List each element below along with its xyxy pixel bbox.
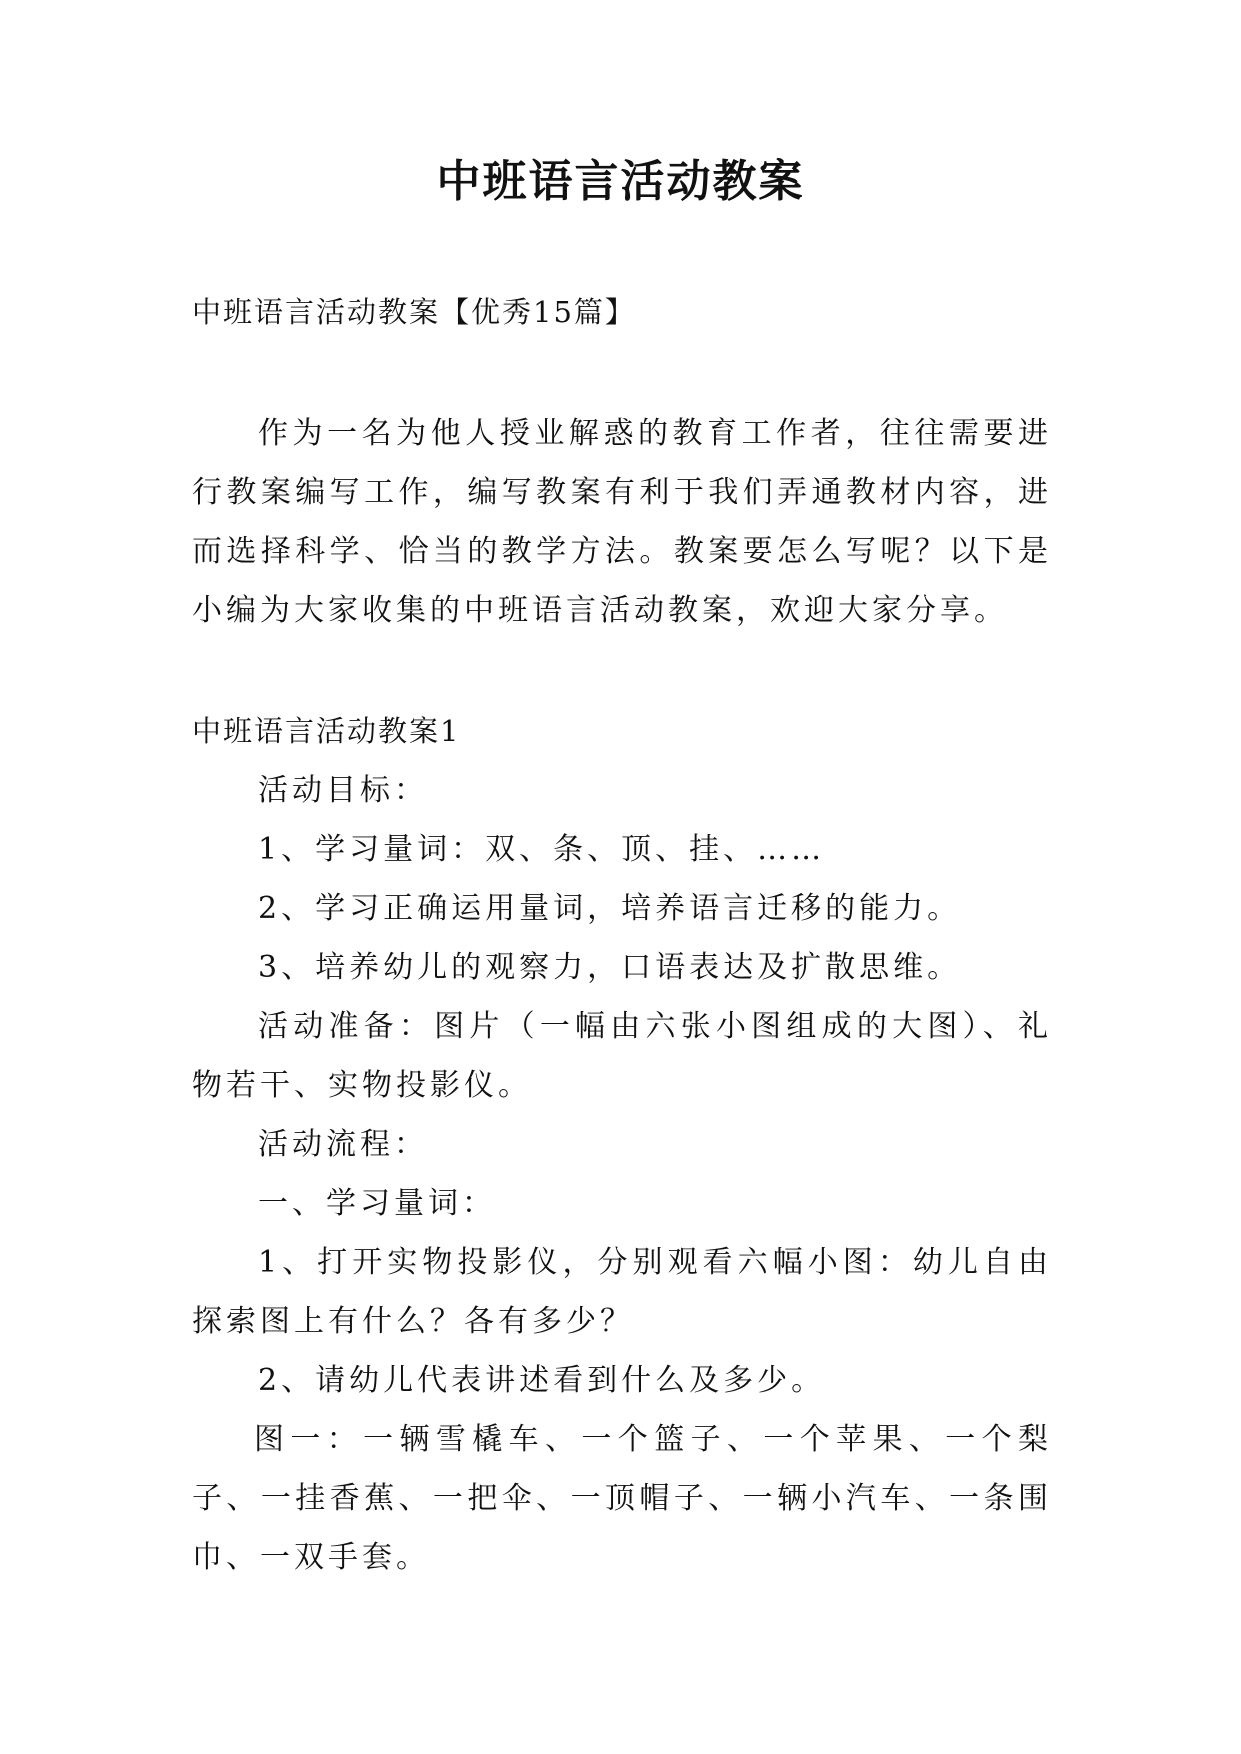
- objective-3: 3、培养幼儿的观察力，口语表达及扩散思维。: [258, 950, 962, 985]
- section-heading: 中班语言活动教案1: [192, 714, 461, 748]
- intro-paragraph: 作为一名为他人授业解惑的教育工作者，往往需要进行教案编写工作，编写教案有利于我们弄通教材内容，进而选择科学、恰当的教学方法。教案要怎么写呢？以下是小编为大家收集的中班语言活动教案，欢迎大家分享。: [192, 416, 1052, 628]
- step-1-2: 2、请幼儿代表讲述看到什么及多少。: [258, 1363, 826, 1398]
- document-subtitle: 中班语言活动教案【优秀15篇】: [192, 295, 636, 329]
- objectives-label: 活动目标：: [258, 773, 428, 808]
- objective-2: 2、学习正确运用量词，培养语言迁移的能力。: [258, 891, 962, 926]
- lesson-plan-1: [192, 702, 1052, 1587]
- picture-one-description: 图一：一辆雪橇车、一个篮子、一个苹果、一个梨子、一挂香蕉、一把伞、一顶帽子、一辆小汽车、一条围巾、一双手套。: [192, 1422, 1052, 1575]
- preparation: 活动准备：图片（一幅由六张小图组成的大图）、礼物若干、实物投影仪。: [192, 1009, 1052, 1103]
- step-one-heading: 一、学习量词：: [258, 1186, 496, 1221]
- intro-section: [192, 404, 1052, 640]
- objective-1: 1、学习量词：双、条、顶、挂、……: [258, 832, 826, 867]
- process-label: 活动流程：: [258, 1127, 428, 1162]
- step-1-1: 1、打开实物投影仪，分别观看六幅小图：幼儿自由探索图上有什么？各有多少？: [192, 1245, 1052, 1339]
- document-title: 中班语言活动教案: [436, 156, 805, 207]
